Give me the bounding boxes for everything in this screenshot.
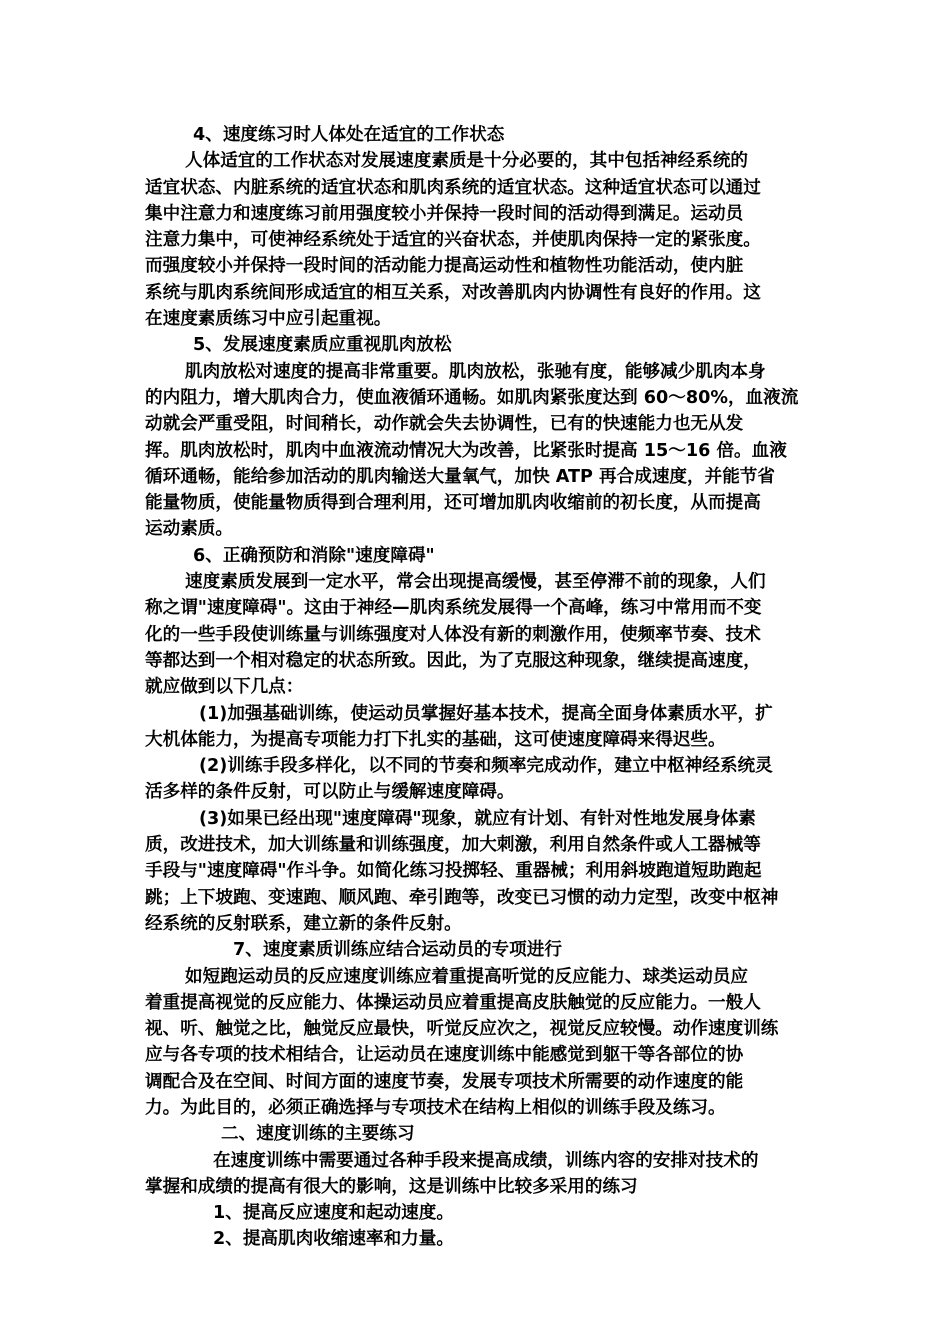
list-item: 2、提高肌肉收缩速率和力量。 bbox=[213, 1229, 454, 1250]
paragraph-line: 经系统的反射联系，建立新的条件反射。 bbox=[145, 913, 462, 934]
paragraph-line: 适宜状态、内脏系统的适宜状态和肌肉系统的适宜状态。这种适宜状态可以通过 bbox=[145, 177, 761, 198]
paragraph-line: 挥。肌肉放松时，肌肉中血液流动情况大为改善，比紧张时提高 15～16 倍。血液 bbox=[145, 440, 787, 461]
section-heading-5: 5、发展速度素质应重视肌肉放松 bbox=[193, 335, 452, 356]
paragraph-line: 运动素质。 bbox=[145, 519, 233, 540]
paragraph-line: 而强度较小并保持一段时间的活动能力提高运动性和植物性功能活动，使内脏 bbox=[145, 256, 744, 277]
paragraph-line: 在速度素质练习中应引起重视。 bbox=[145, 309, 392, 330]
paragraph-line: 活多样的条件反射，可以防止与缓解速度障碍。 bbox=[145, 782, 515, 803]
paragraph-line: 循环通畅，能给参加活动的肌肉输送大量氧气，加快 ATP 再合成速度，并能节省 bbox=[145, 466, 775, 487]
section-heading-4: 4、速度练习时人体处在适宜的工作状态 bbox=[193, 125, 505, 145]
paragraph-line: 着重提高视觉的反应能力、体操运动员应着重提高皮肤触觉的反应能力。一般人 bbox=[145, 992, 761, 1013]
paragraph-line: 速度素质发展到一定水平，常会出现提高缓慢，甚至停滞不前的现象，人们 bbox=[185, 572, 766, 593]
paragraph-line: 在速度训练中需要通过各种手段来提高成绩，训练内容的安排对技术的 bbox=[213, 1150, 759, 1171]
paragraph-line: 大机体能力，为提高专项能力打下扎实的基础，这可使速度障碍来得迟些。 bbox=[145, 729, 726, 750]
paragraph-line: 的内阻力，增大肌肉合力，使血液循环通畅。如肌肉紧张度达到 60～80%，血液流 bbox=[145, 387, 799, 408]
paragraph-line: 视、听、触觉之比，触觉反应最快，听觉反应次之，视觉反应较慢。动作速度训练 bbox=[145, 1019, 779, 1040]
paragraph-line: 化的一些手段使训练量与训练强度对人体没有新的刺激作用，使频率节奏、技术 bbox=[145, 624, 761, 645]
paragraph-line: 质，改进技术，加大训练量和训练强度，加大刺激，利用自然条件或人工器械等 bbox=[145, 835, 761, 856]
list-item-3: (3)如果已经出现"速度障碍"现象，就应有计划、有针对性地发展身体素 bbox=[199, 808, 756, 829]
paragraph-line: 应与各专项的技术相结合，让运动员在速度训练中能感觉到躯干等各部位的协 bbox=[145, 1045, 744, 1066]
paragraph-line: 系统与肌肉系统间形成适宜的相互关系，对改善肌肉内协调性有良好的作用。这 bbox=[145, 282, 761, 303]
list-item-1: (1)加强基础训练，使运动员掌握好基本技术，提高全面身体素质水平，扩 bbox=[199, 703, 773, 724]
paragraph-line: 就应做到以下几点： bbox=[145, 677, 304, 698]
paragraph-line: 动就会严重受阻，时间稍长，动作就会失去协调性，已有的快速能力也无从发 bbox=[145, 414, 744, 435]
paragraph-line: 掌握和成绩的提高有很大的影响，这是训练中比较多采用的练习 bbox=[145, 1176, 638, 1197]
paragraph-line: 称之谓"速度障碍"。这由于神经—肌肉系统发展得一个高峰，练习中常用而不变 bbox=[145, 598, 762, 619]
section-heading-7: 7、速度素质训练应结合运动员的专项进行 bbox=[233, 940, 562, 961]
paragraph-line: 等都达到一个相对稳定的状态所致。因此，为了克服这种现象，继续提高速度， bbox=[145, 650, 761, 671]
list-item-2: (2)训练手段多样化，以不同的节奏和频率完成动作，建立中枢神经系统灵 bbox=[199, 756, 773, 777]
paragraph-line: 手段与"速度障碍"作斗争。如简化练习投掷轻、重器械；利用斜坡跑道短助跑起 bbox=[145, 861, 762, 882]
document-body bbox=[145, 122, 805, 1253]
chapter-heading-2: 二、速度训练的主要练习 bbox=[221, 1124, 415, 1145]
section-heading-6: 6、正确预防和消除"速度障碍" bbox=[193, 545, 435, 566]
paragraph-line: 如短跑运动员的反应速度训练应着重提高听觉的反应能力、球类运动员应 bbox=[185, 966, 749, 987]
paragraph-line: 人体适宜的工作状态对发展速度素质是十分必要的，其中包括神经系统的 bbox=[185, 151, 749, 172]
paragraph-line: 肌肉放松对速度的提高非常重要。肌肉放松，张驰有度，能够减少肌肉本身 bbox=[185, 361, 766, 382]
paragraph-line: 跳；上下坡跑、变速跑、顺风跑、牵引跑等，改变已习惯的动力定型，改变中枢神 bbox=[145, 887, 779, 908]
paragraph-line: 集中注意力和速度练习前用强度较小并保持一段时间的活动得到满足。运动员 bbox=[145, 203, 744, 224]
paragraph-line: 调配合及在空间、时间方面的速度节奏，发展专项技术所需要的动作速度的能 bbox=[145, 1071, 744, 1092]
paragraph-line: 力。为此目的，必须正确选择与专项技术在结构上相似的训练手段及练习。 bbox=[145, 1097, 726, 1118]
paragraph-line: 注意力集中，可使神经系统处于适宜的兴奋状态，并使肌肉保持一定的紧张度。 bbox=[145, 230, 761, 251]
paragraph-line: 能量物质，使能量物质得到合理利用，还可增加肌肉收缩前的初长度，从而提高 bbox=[145, 493, 761, 514]
list-item: 1、提高反应速度和起动速度。 bbox=[213, 1203, 454, 1224]
